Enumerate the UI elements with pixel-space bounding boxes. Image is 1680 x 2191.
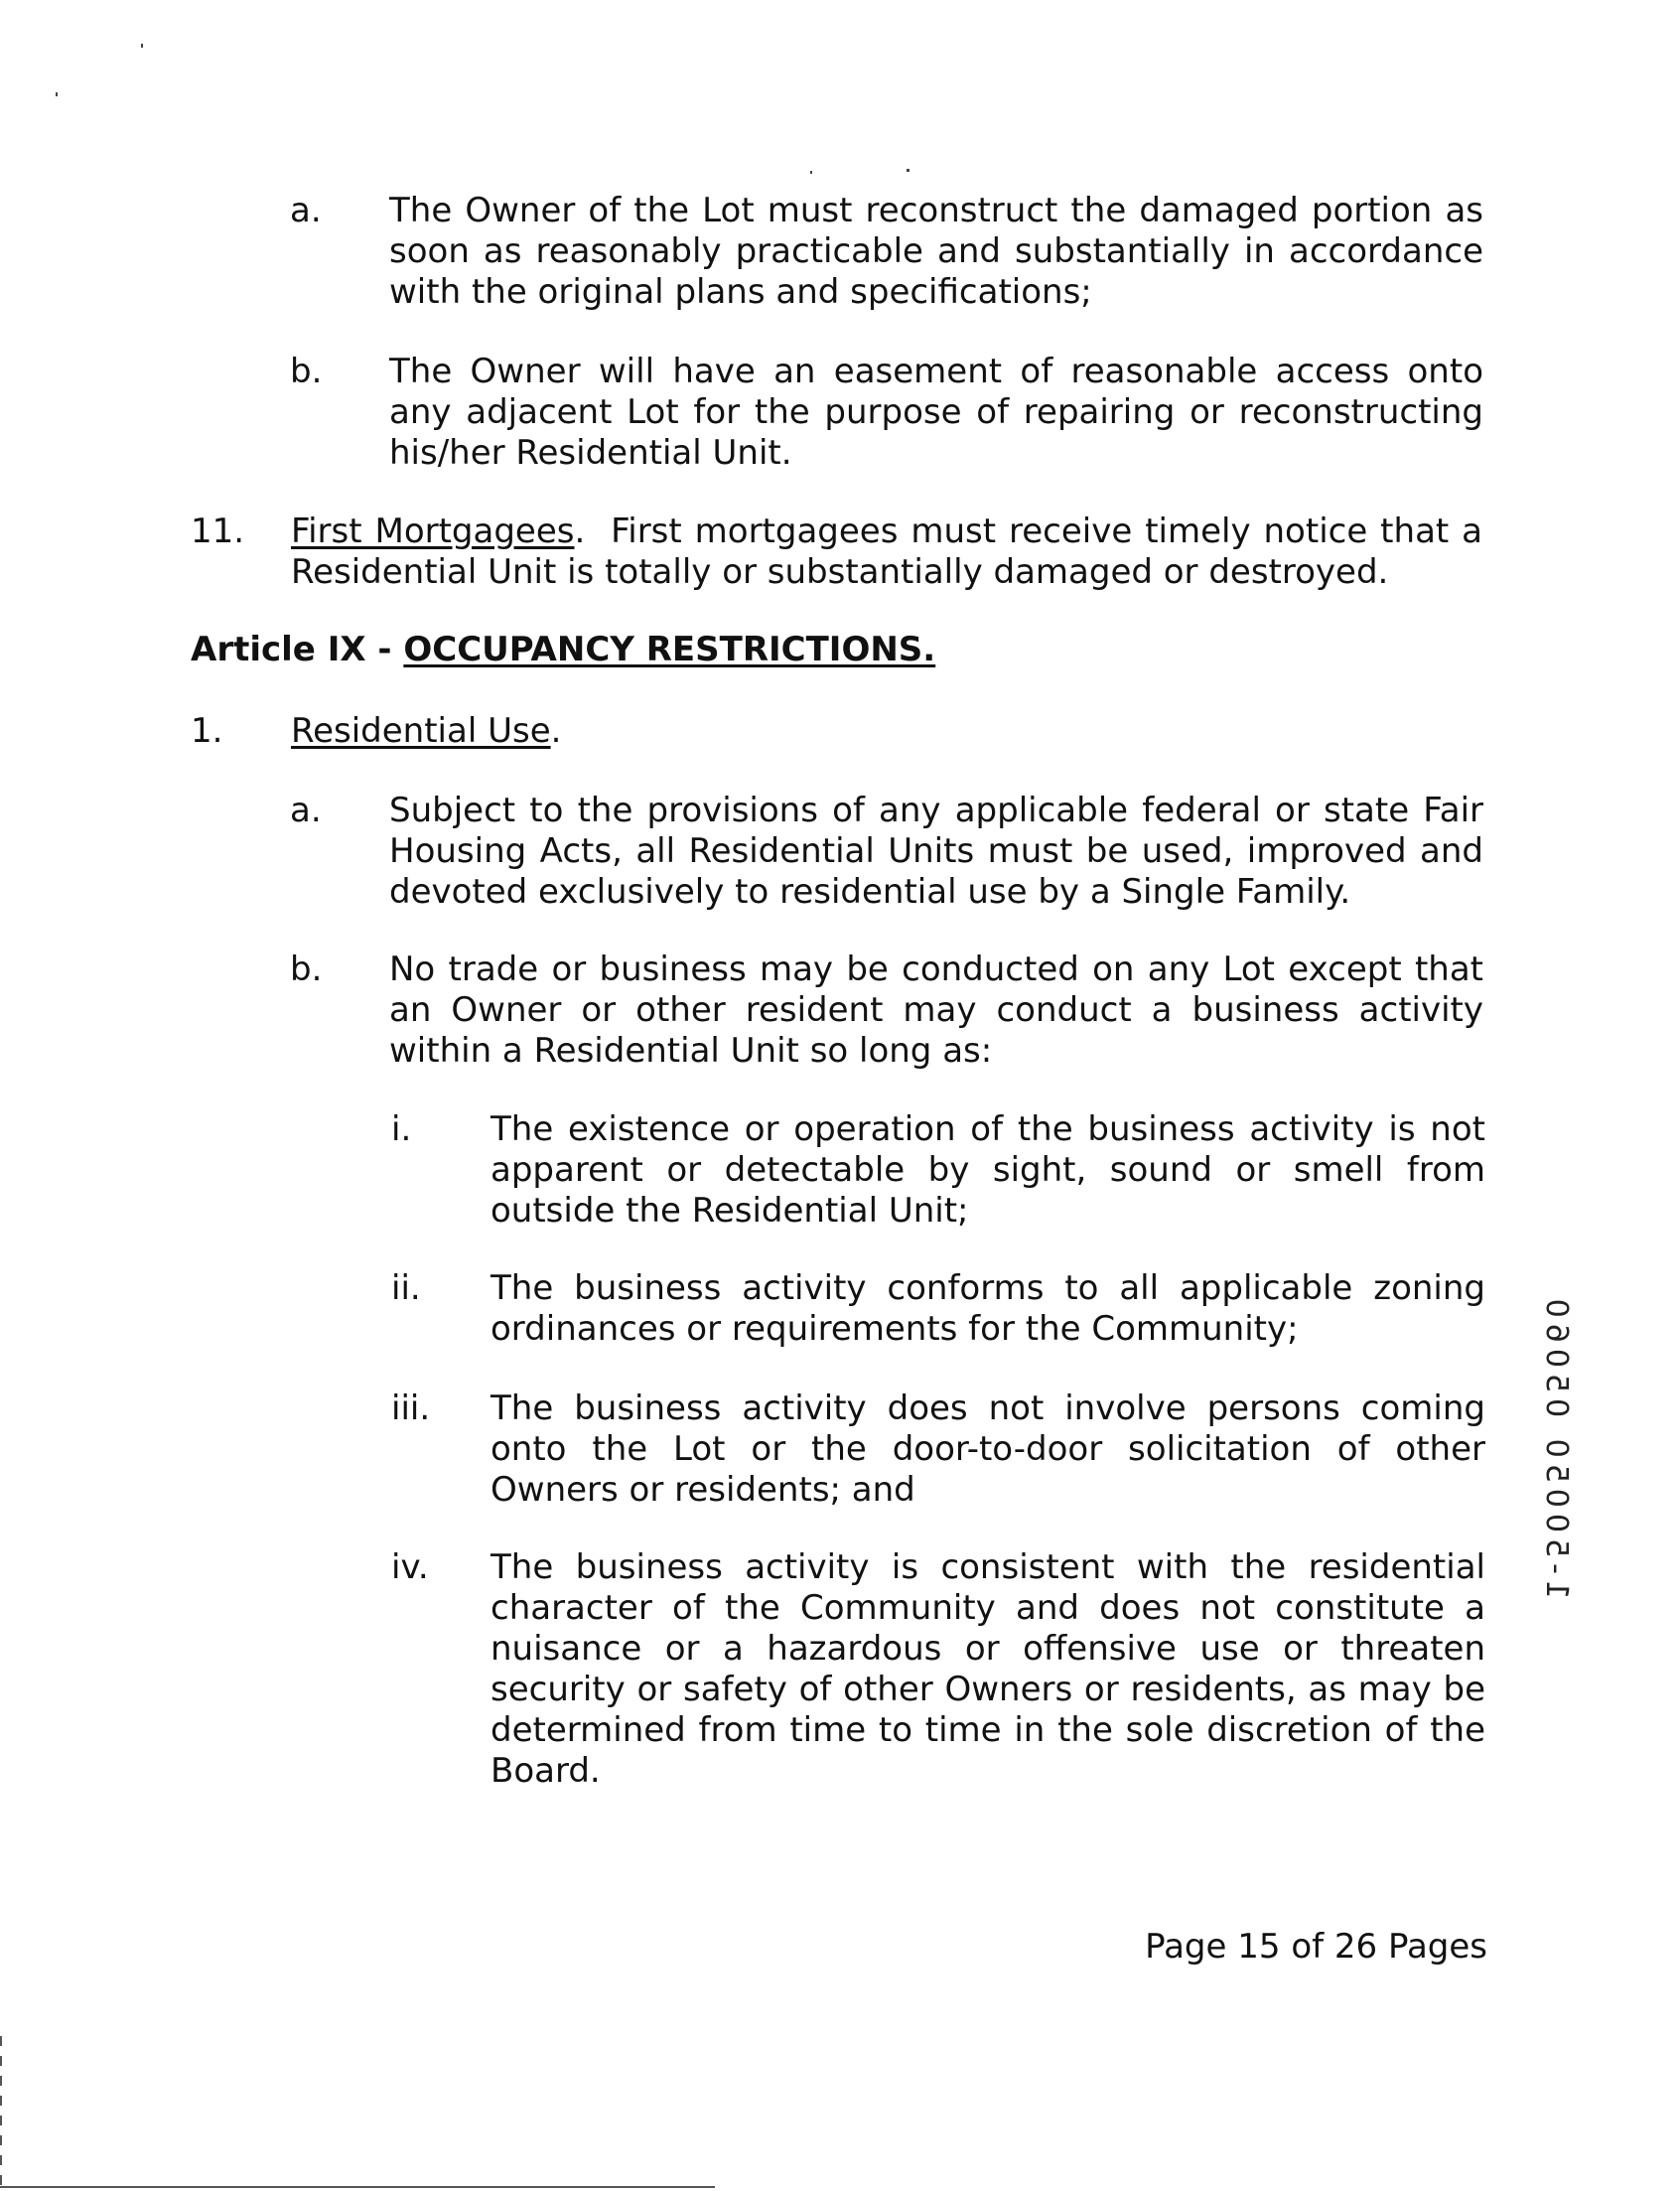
list-marker: iv.	[391, 1547, 429, 1587]
section-first-mortgagees	[291, 511, 1482, 593]
list-marker: ii.	[391, 1268, 421, 1308]
section-title-end: .	[574, 511, 586, 551]
scan-speck	[141, 44, 143, 48]
section-title-end: .	[550, 711, 562, 751]
scan-edge-dashes	[0, 2036, 2, 2185]
section-text: First mortgagees must receive timely notice that a Residential Unit is totally or substantially damaged or destroyed.	[291, 511, 1482, 592]
scan-speck	[907, 169, 910, 172]
list-marker: a.	[290, 791, 322, 830]
list-marker: iii.	[391, 1388, 431, 1428]
list-marker: a.	[290, 191, 322, 230]
section-residential-use	[291, 711, 1185, 752]
scan-speck	[56, 92, 58, 96]
article-heading	[191, 630, 935, 670]
bates-number: 1-50050 05060	[1539, 1292, 1574, 1599]
article-title: OCCUPANCY RESTRICTIONS.	[403, 630, 936, 669]
section-number: 1.	[191, 711, 223, 751]
paragraph-condition-ii: The business activity conforms to all applicable zoning ordinances or requirements for the Community;	[490, 1268, 1485, 1349]
paragraph-condition-iv: The business activity is consistent with the residential character of the Community and does not constitute a nuisance or a hazardous or offensive use or threaten security or safety of other Owners or residents, as may be determined from time to time in the sole discretion of the Board.	[490, 1547, 1485, 1791]
paragraph-item-a: The Owner of the Lot must reconstruct the damaged portion as soon as reasonably practicable and substantially in accordance with the original plans and specifications;	[389, 191, 1483, 312]
section-title: First Mortgagees	[291, 511, 575, 551]
list-marker: i.	[391, 1109, 412, 1149]
scan-speck	[810, 171, 812, 174]
scan-bottom-rule	[0, 2186, 715, 2188]
paragraph-sub-b: No trade or business may be conducted on any Lot except that an Owner or other resident may conduct a business activity within a Residential Unit so long as:	[389, 949, 1483, 1071]
paragraph-condition-i: The existence or operation of the business activity is not apparent or detectable by sight, sound or smell from outside the Residential Unit;	[490, 1109, 1485, 1231]
paragraph-condition-iii: The business activity does not involve persons coming onto the Lot or the door-to-door solicitation of other Owners or residents; and	[490, 1388, 1485, 1510]
list-marker: b.	[290, 352, 323, 391]
page-footer: Page 15 of 26 Pages	[1145, 1927, 1487, 1967]
section-number: 11.	[191, 511, 245, 551]
section-title: Residential Use	[291, 711, 551, 751]
list-marker: b.	[290, 949, 323, 989]
paragraph-sub-a: Subject to the provisions of any applicable federal or state Fair Housing Acts, all Residential Units must be used, improved and devoted exclusively to residential use by a Single Family.	[389, 791, 1483, 912]
article-prefix: Article IX -	[191, 630, 404, 669]
paragraph-item-b: The Owner will have an easement of reasonable access onto any adjacent Lot for the purpose of repairing or reconstructing his/her Residential Unit.	[389, 352, 1483, 473]
